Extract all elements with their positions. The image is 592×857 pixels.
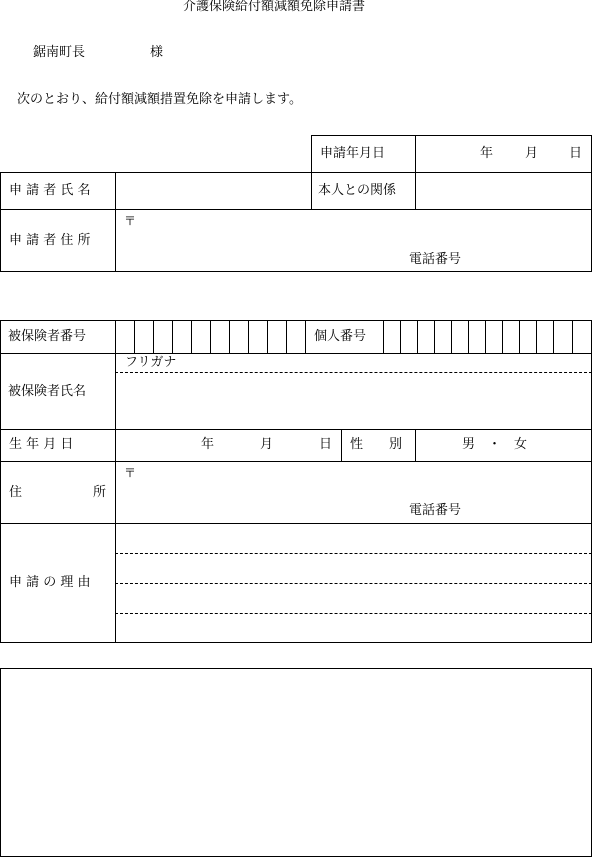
insured-number-label: 被保険者番号 (8, 329, 87, 344)
insured-address-label-left: 住 (9, 485, 23, 500)
insured-number-field[interactable] (116, 321, 305, 353)
sex-options[interactable]: 男 ・ 女 (462, 437, 528, 452)
honorific: 様 (150, 45, 164, 60)
date-day-label: 日 (569, 146, 583, 161)
relation-label: 本人との関係 (318, 183, 397, 198)
document-title: 介護保険給付額減額免除申請書 (183, 0, 366, 14)
date-month-label: 月 (525, 146, 539, 161)
insured-name-label: 被保険者氏名 (8, 384, 87, 399)
furigana-field[interactable] (116, 354, 591, 372)
sex-label: 性 別 (350, 437, 403, 452)
birth-day-label: 日 (319, 437, 333, 452)
reason-field[interactable] (116, 524, 591, 642)
birth-month-label: 月 (260, 437, 274, 452)
furigana-label: フリガナ (125, 355, 177, 370)
postal-mark: 〒 (124, 214, 137, 228)
birth-date-label: 生 年 月 日 (9, 437, 74, 452)
birth-year-label: 年 (201, 437, 215, 452)
remarks-box[interactable] (0, 668, 592, 857)
phone-label: 電話番号 (409, 503, 462, 518)
insured-address-label-right: 所 (93, 485, 107, 500)
application-date-label: 申請年月日 (320, 146, 386, 161)
phone-label: 電話番号 (409, 252, 462, 267)
birth-date-field[interactable] (116, 430, 341, 461)
applicant-name-label: 申 請 者 氏 名 (9, 183, 91, 198)
insured-address-field[interactable] (116, 462, 591, 523)
postal-mark: 〒 (124, 466, 137, 480)
date-year-label: 年 (480, 146, 494, 161)
applicant-address-label: 申 請 者 住 所 (9, 233, 91, 248)
addressee: 鋸南町長 (33, 45, 86, 60)
personal-number-field[interactable] (384, 321, 591, 353)
application-statement: 次のとおり、給付額減額措置免除を申請します。 (17, 92, 302, 107)
insured-name-field[interactable] (116, 373, 591, 429)
reason-label: 申 請 の 理 由 (9, 575, 91, 590)
personal-number-label: 個人番号 (314, 329, 367, 344)
